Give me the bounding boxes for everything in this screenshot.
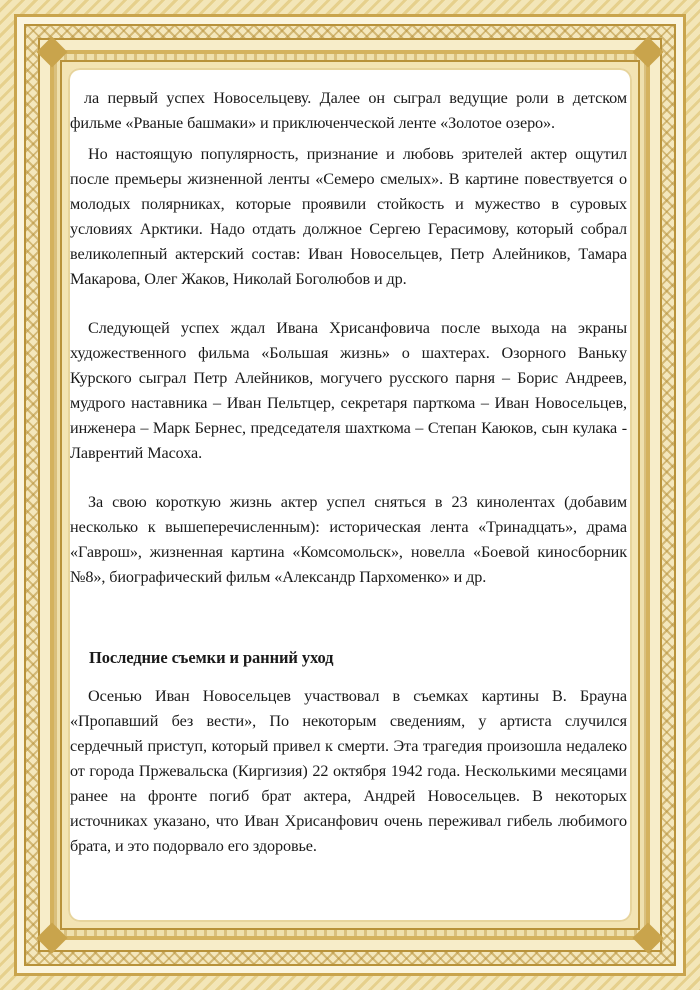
paragraph-seven-brave: Но настоящую популярность, признание и любовь зрителей актер ощутил после премьеры жизненной ленты «Семеро смелых». В картине повествуется о молодых полярниках, которые проявили стойкость и мужество в суровых условиях Арктики. Надо отдать должное Сергею Герасимову, который собрал великолепный актерский состав: Иван Новосельцев, Петр Алейников, Тамара Макарова, Олег Жаков, Николай Боголюбов и др. [70,145,627,288]
paragraph-last-filming: Осенью Иван Новосельцев участвовал в съемках картины В. Брауна «Пропавший без вести», По некоторым сведениям, у артиста случился сердечный приступ, который привел к смерти. Эта трагедия произошла недалеко от города Пржевальска (Киргизия) 22 октября 1942 года. Несколькими месяцами ранее на фронте погиб брат актера, Андрей Новосельцев. В некоторых источниках указано, что Иван Хрисанфович очень переживал гибель любимого брата, и это подорвало его здоровье. [70,687,627,855]
section-heading: Последние съемки и ранний уход [89,648,334,667]
document-text [70,86,627,859]
paragraph-filmography: За свою короткую жизнь актер успел сняться в 23 кинолентах (добавим несколько к вышеперечисленным): историческая лента «Тринадцать», драма «Гаврош», жизненная картина «Комсомольск», новелла «Боевой киносборник №8», биографический фильм «Александр Пархоменко» и др. [70,493,627,586]
paragraph-big-life: Следующей успех ждал Ивана Хрисанфовича после выхода на экраны художественного фильма «Большая жизнь» о шахтерах. Озорного Ваньку Курского сыграл Петр Алейников, могучего русского парня – Борис Андреев, мудрого наставника – Иван Пельтцер, секретаря парткома – Иван Новосельцев, инженера – Марк Бернес, председателя шахткома – Степан Каюков, сын кулака - Лаврентий Масоха. [70,319,627,462]
paragraph-intro: ла первый успех Новосельцеву. Далее он сыграл ведущие роли в детском фильме «Рваные башмаки» и приключенческой ленте «Золотое озеро». [70,89,627,132]
